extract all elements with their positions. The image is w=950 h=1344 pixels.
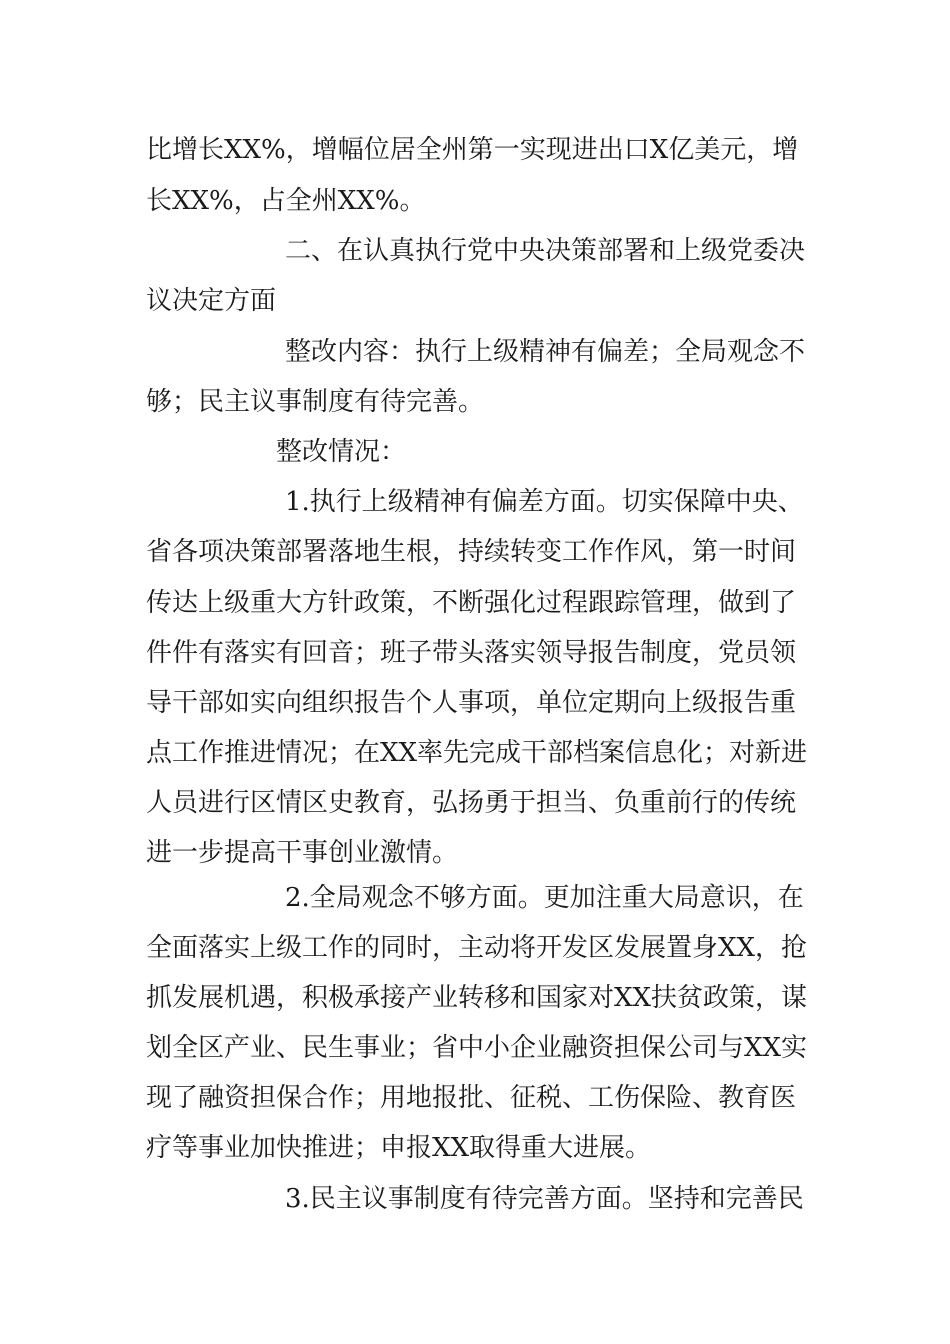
- text-line: 2.全局观念不够方面。更加注重大局意识，在: [285, 883, 804, 913]
- text-line: 够；民主议事制度有待完善。: [146, 387, 485, 417]
- section-heading: 二、在认真执行党中央决策部署和上级党委决: [285, 236, 806, 266]
- text-line: 省各项决策部署落地生根，持续转变工作作风，第一时间: [146, 537, 797, 567]
- text-line: 整改内容：执行上级精神有偏差；全局观念不: [285, 337, 806, 367]
- text-line: 现了融资担保合作；用地报批、征税、工伤保险、教育医: [146, 1083, 797, 1113]
- text-line: 1.执行上级精神有偏差方面。切实保障中央、: [285, 487, 804, 517]
- text-line: 点工作推进情况；在XX率先完成干部档案信息化；对新进: [146, 738, 808, 768]
- text-line: 长XX%，占全州XX%。: [146, 186, 426, 216]
- text-line: 整改情况：: [276, 437, 407, 467]
- text-line: 3.民主议事制度有待完善方面。坚持和完善民: [285, 1184, 804, 1214]
- text-line: 传达上级重大方针政策，不断强化过程跟踪管理，做到了: [146, 588, 797, 618]
- text-line: 抓发展机遇，积极承接产业转移和国家对XX扶贫政策，谋: [146, 983, 808, 1013]
- text-line: 人员进行区情区史教育，弘扬勇于担当、负重前行的传统: [146, 788, 797, 818]
- text-line: 全面落实上级工作的同时，主动将开发区发展置身XX，抢: [146, 933, 808, 963]
- text-line: 件件有落实有回音；班子带头落实领导报告制度，党员领: [146, 638, 797, 668]
- text-line: 进一步提高干事创业激情。: [146, 838, 459, 868]
- text-line: 疗等事业加快推进；申报XX取得重大进展。: [146, 1133, 652, 1163]
- text-line: 比增长XX%，增幅位居全州第一实现进出口X亿美元，增: [146, 135, 799, 165]
- text-line: 划全区产业、民生事业；省中小企业融资担保公司与XX实: [146, 1033, 808, 1063]
- text-line: 导干部如实向组织报告个人事项，单位定期向上级报告重: [146, 688, 797, 718]
- section-heading: 议决定方面: [146, 286, 277, 316]
